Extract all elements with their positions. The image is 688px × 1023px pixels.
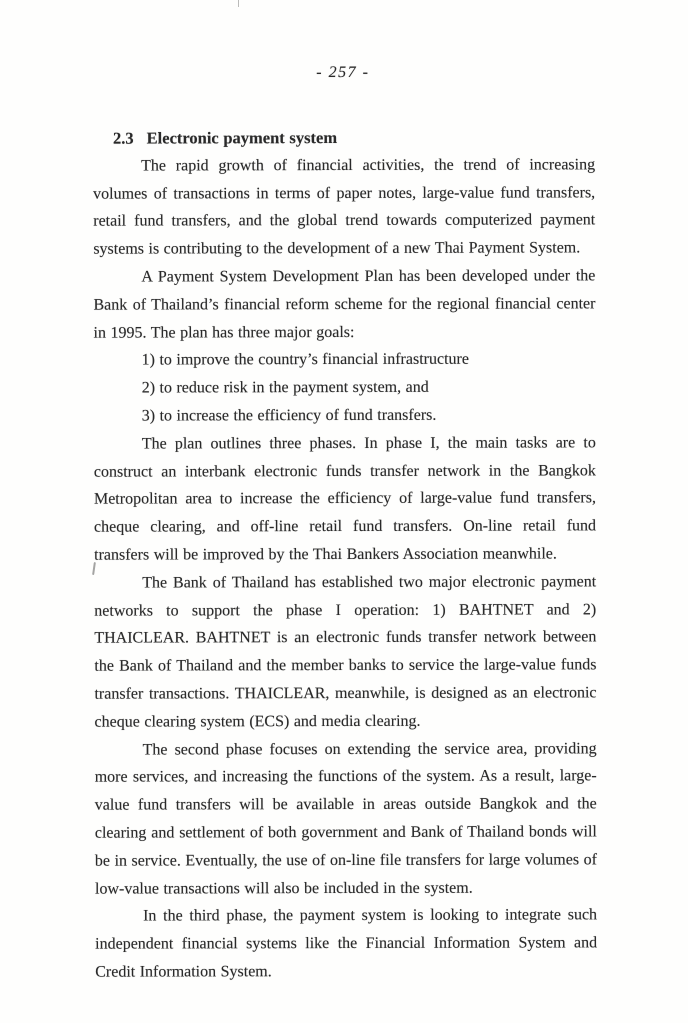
paragraph-networks: The Bank of Thailand has established two major electronic payment networks to support the phase I operation: 1) BAHTNET and 2) THAICLEAR. BAHTNET is an electronic funds transfer network between the Bank of Thailand and the member banks to service the large-value funds transfer transactions. THAICLEAR, meanwhile, is designed as an electronic cheque clearing system (ECS) and media clearing. [94,573,597,731]
section-heading [113,123,595,152]
paragraph-development-plan: A Payment System Development Plan has been developed under the Bank of Thailand’s financial reform scheme for the regional financial center in 1995. The plan has three major goals: [93,267,596,342]
section-title: Electronic payment system [146,128,338,148]
paragraph-phase-three: In the third phase, the payment system is looking to integrate such independent financial systems like the Financial Information System and Credit Information System. [95,906,598,981]
paragraph-phase-two: The second phase focuses on extending the service area, providing more services, and increasing the functions of the system. As a result, large-value fund transfers will be available in areas outside Bangkok and the clearing and settlement of both government and Bank of Thailand bonds will be in service. Eventually, the use of on-line file transfers for large volumes of low-value transactions will also be included in the system. [94,739,597,898]
section-number: 2.3 [112,128,134,148]
goals-list [94,346,596,431]
goal-item-1: 1) to improve the country’s financial infrastructure [141,351,469,369]
page-number: - 257 - [316,63,370,82]
paragraph-phase-one: The plan outlines three phases. In phase I, the main tasks are to construct an interbank electronic funds transfer network in the Bangkok Metropolitan area to increase the efficiency of large-value fund transfers, cheque clearing, and off-line retail fund transfers. On-line retail fund transfers will be improved by the Thai Bankers Association meanwhile. [93,434,597,564]
paragraph-intro: The rapid growth of financial activities, the trend of increasing volumes of transactions in terms of paper notes, large-value fund transfers, retail fund transfers, and the global trend towards computerized payment systems is contributing to the development of a new Thai Payment System. [93,156,596,258]
goal-item-3: 3) to increase the efficiency of fund transfers. [141,406,437,425]
page-content [93,123,597,986]
goal-item-2: 2) to reduce risk in the payment system, and [141,378,429,397]
